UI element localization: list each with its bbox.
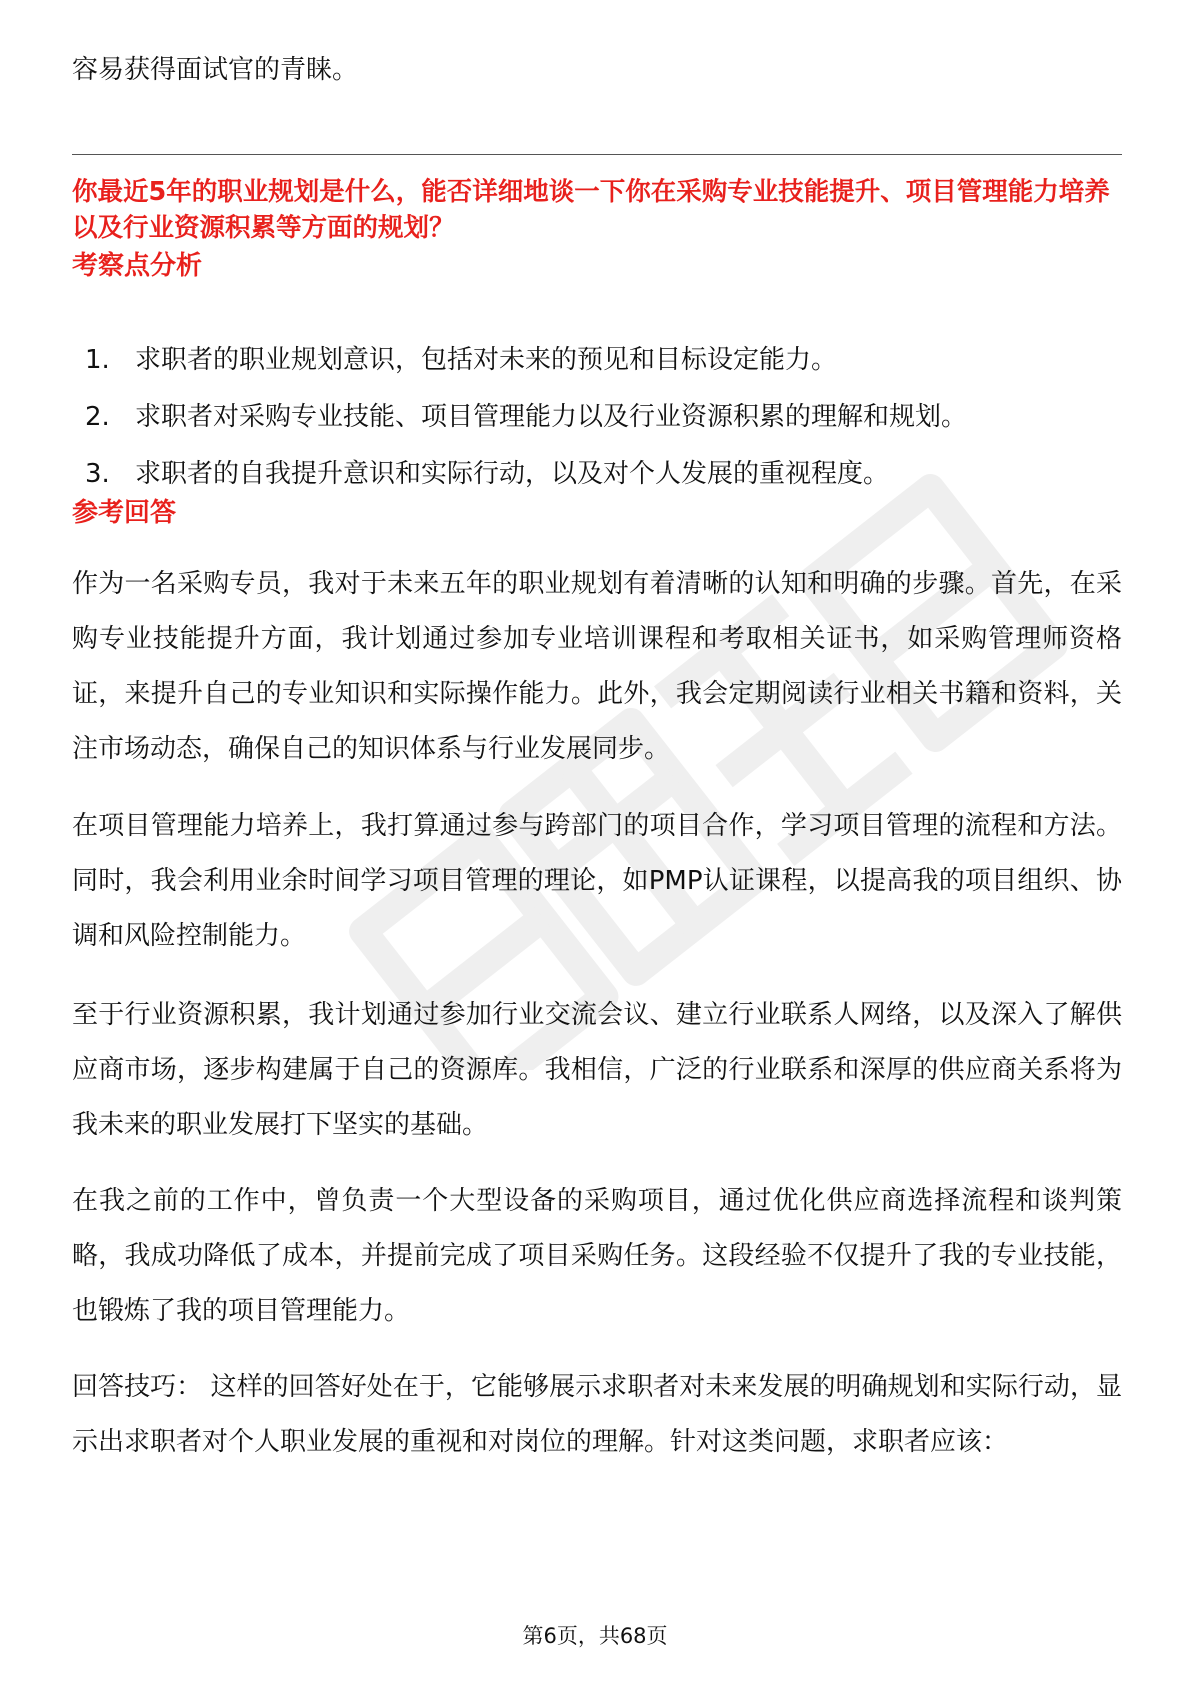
list-item-number: 1. [85,345,110,375]
question-title: 你最近5年的职业规划是什么，能否详细地谈一下你在采购专业技能提升、项目管理能力培养以及行业资源积累等方面的规划？ [72,177,1110,243]
section-divider [72,154,1122,155]
list-item [72,342,1122,399]
list-item-text: 求职者对采购专业技能、项目管理能力以及行业资源积累的理解和规划。 [135,402,968,432]
answer-paragraph: 在我之前的工作中，曾负责一个大型设备的采购项目，通过优化供应商选择流程和谈判策略，我成功降低了成本，并提前完成了项目采购任务。这段经验不仅提升了我的专业技能，也锻炼了我的项目管理能力。 [72,1186,1122,1326]
analysis-heading: 考察点分析 [72,251,203,281]
list-item-number: 3. [85,459,110,489]
answer-tip-paragraph: 回答技巧： 这样的回答好处在于，它能够展示求职者对未来发展的明确规划和实际行动，显示出求职者对个人职业发展的重视和对岗位的理解。针对这类问题，求职者应该： [72,1372,1122,1457]
page-number: 第6页，共68页 [522,1624,668,1648]
document-page [72,0,1122,1684]
list-item-number: 2. [85,402,110,432]
list-item [72,399,1122,456]
answer-paragraph: 至于行业资源积累，我计划通过参加行业交流会议、建立行业联系人网络，以及深入了解供应商市场，逐步构建属于自己的资源库。我相信，广泛的行业联系和深厚的供应商关系将为我未来的职业发展打下坚实的基础。 [72,1000,1122,1140]
analysis-list [72,342,1122,513]
answer-paragraph: 在项目管理能力培养上，我打算通过参与跨部门的项目合作，学习项目管理的流程和方法。同时，我会利用业余时间学习项目管理的理论，如PMP认证课程，以提高我的项目组织、协调和风险控制能力。 [72,811,1122,951]
intro-line: 容易获得面试官的青睐。 [72,55,359,85]
list-item-text: 求职者的自我提升意识和实际行动，以及对个人发展的重视程度。 [135,459,890,489]
answer-paragraph: 作为一名采购专员，我对于未来五年的职业规划有着清晰的认知和明确的步骤。首先，在采购专业技能提升方面，我计划通过参加专业培训课程和考取相关证书，如采购管理师资格证，来提升自己的专业知识和实际操作能力。此外，我会定期阅读行业相关书籍和资料，关注市场动态，确保自己的知识体系与行业发展同步。 [72,569,1122,764]
answer-heading: 参考回答 [72,498,177,528]
list-item [72,456,1122,513]
list-item-text: 求职者的职业规划意识，包括对未来的预见和目标设定能力。 [135,345,838,375]
